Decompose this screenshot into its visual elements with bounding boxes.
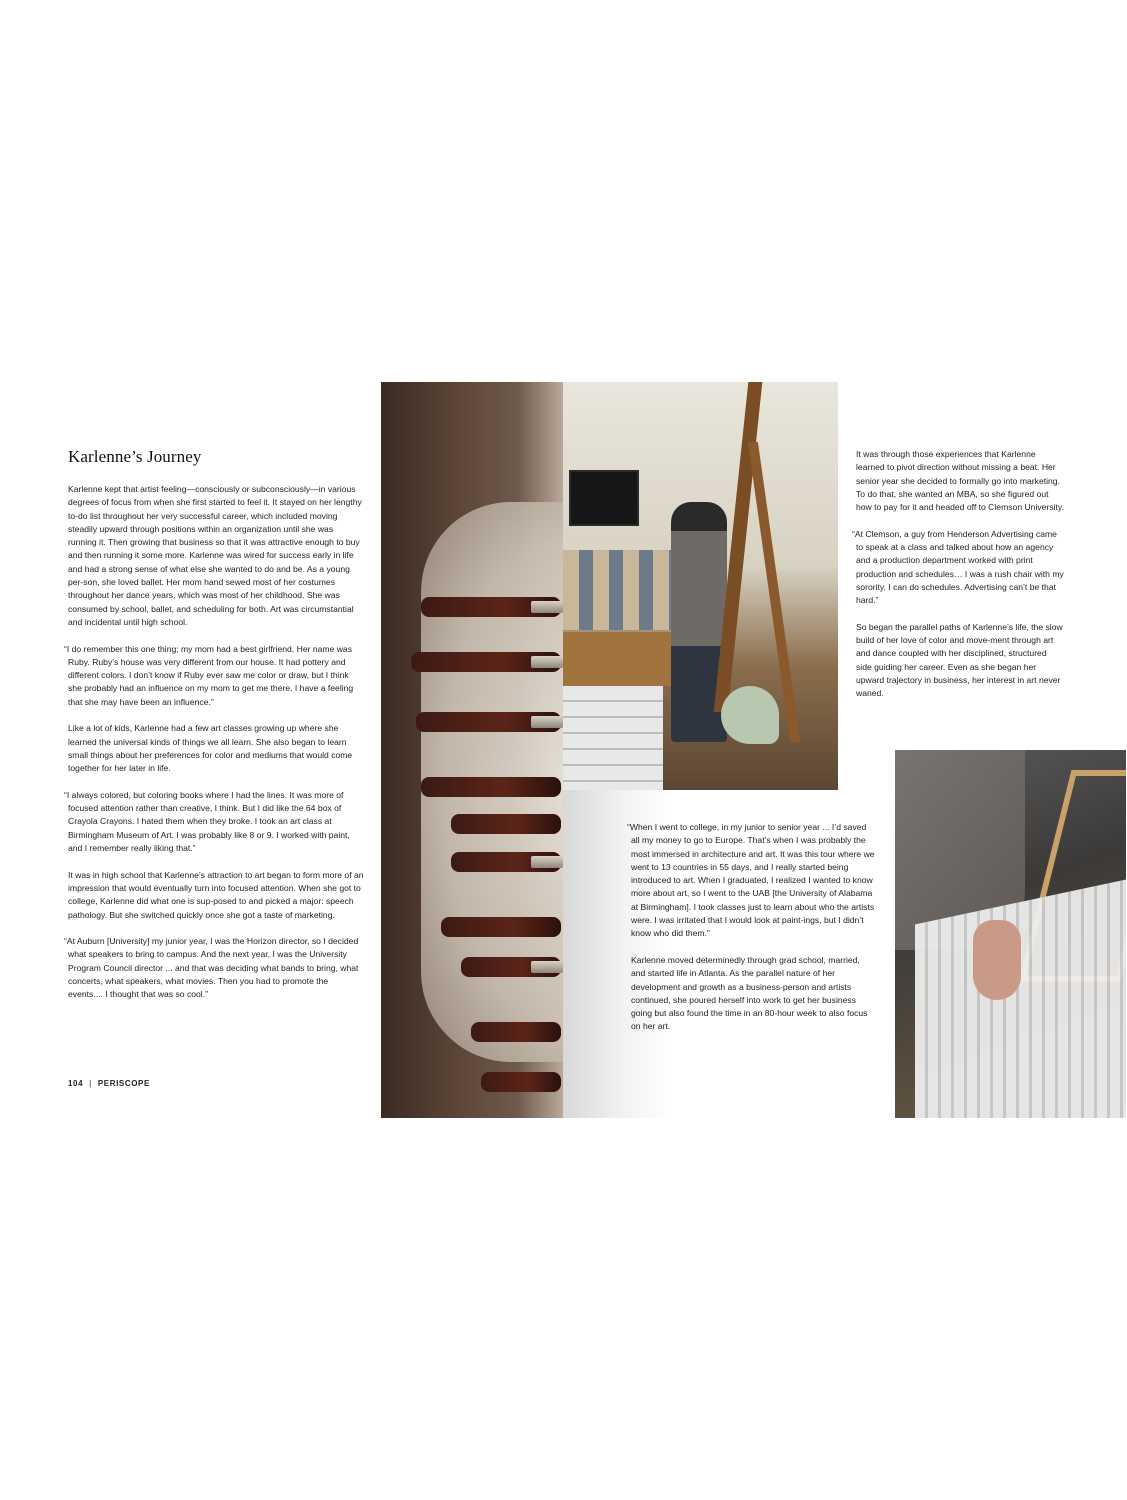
brush-handle — [421, 777, 561, 797]
hand — [973, 920, 1021, 1000]
footer-separator: | — [89, 1079, 92, 1088]
bookshelf — [563, 550, 671, 630]
paragraph: It was in high school that Karlenne’s attraction to art began to form more of an impression that would eventually turn into focused attention. When she got to college, Karlenne did what one is sup-posed to and picked a major: speech pathology. But she switched quickly once she got a taste of marketing. — [68, 869, 364, 920]
storage-drawers — [563, 686, 663, 790]
middle-text-column — [627, 821, 876, 1047]
brush-ferrule — [531, 656, 563, 668]
paragraph: It was through those experiences that Karlenne learned to pivot direction without missing a beat. Her senior year she decided to formally go into marketing. To do that, she wanted an MBA, so she figured out how to pay for it and headed off to Clemson University. — [856, 449, 1064, 513]
brush-ferrule — [531, 961, 563, 973]
studio-painting-photo — [563, 382, 838, 790]
brush-handle — [441, 917, 561, 937]
work-table — [563, 632, 673, 686]
art-supplies-drawer-photo — [895, 750, 1126, 1118]
brush-handle — [451, 814, 561, 834]
quote-paragraph: “When I went to college, in my junior to senior year ... I’d saved all my money to go to Europe. That’s when I was probably the most immersed in architecture and art. It was this tour where we went to 13 countries in 55 days, and I really started being introduced to art. When I graduated, I realized I wanted to know more about art, so I went to the UAB [the University of Alabama at Birmingham]. I took classes just to learn about who the artists were. I was irritated that I would look at paint-ings, but I didn’t know who did them.” — [627, 822, 875, 939]
article-title: Karlenne’s Journey — [68, 447, 202, 466]
paragraph: Like a lot of kids, Karlenne had a few art classes growing up where she learned the universal kinds of things we all learn. She also began to learn small things about her preferences for color and mediums that would come together for her later in life. — [68, 723, 353, 774]
brush-handle — [471, 1022, 561, 1042]
paragraph: Karlenne moved determinedly through grad school, married, and started life in Atlanta. As the parallel nature of her development and growth as a business-person and artists continued, she poured herself into work to get her business going but also found the time in an 80-hour week to also focus on her art. — [631, 954, 868, 1032]
paragraph: Karlenne kept that artist feeling—consciously or subconsciously—in various degrees of focus from when she first started to feel it. It stayed on her lengthy to-do list throughout her very successful career, which included moving steadily upward through positions within an organization until she was running it. Then growing that business so that it was attractive enough to buy and then running it some more. Karlenne was wired for success early in life and had a strong sense of what else she wanted to do and be. As a young per-son, she loved ballet. Her mom hand sewed most of her costumes throughout her dance years, which was most of her childhood. She was consumed by school, ballet, and scheduling for both. Art was circumstantial and incidental until high school. — [68, 484, 362, 627]
quote-paragraph: “At Auburn [University] my junior year, I was the Horizon director, so I decided what speakers to bring to campus. And the next year, I was the University Program Council director ... and that was deciding what bands to bring, what concerts, what speakers, what movies. Then you had to promote the events.... I thought that was so cool.” — [64, 936, 359, 1000]
paragraph: So began the parallel paths of Karlenne’s life, the slow build of her love of color and move-ment through art and dance coupled with her disciplined, structured side guiding her career. Even as she began her upward trajectory in business, her interest in art never waned. — [856, 621, 1063, 699]
brush-ferrule — [531, 716, 563, 728]
brush-handle — [481, 1072, 561, 1092]
page-number: 104 — [68, 1079, 84, 1088]
publication-name: PERISCOPE — [97, 1079, 150, 1088]
brush-ferrule — [531, 601, 563, 613]
desk-lamp — [721, 686, 779, 744]
quote-paragraph: “I always colored, but coloring books where I had the lines. It was more of focused attention rather than creative, I think. But I did like the 64 box of Crayola Crayons. I hated them when they broke. I took an art class at Birmingham Museum of Art. I was probably like 8 or 9. I worked with paint, and I remember really liking that.” — [64, 789, 350, 854]
right-text-column — [852, 448, 1064, 714]
brush-ferrule — [531, 856, 563, 868]
television — [569, 470, 639, 526]
paintbrushes-photo — [381, 382, 563, 1118]
quote-paragraph: “I do remember this one thing; my mom had a best girlfriend. Her name was Ruby. Ruby’s house was very different from our house. It had pottery and different colors. I don’t know if Ruby ever saw me color or draw, but I think she probably had an influence on my mom to get me there. I have a feeling that she may have been an influence.” — [64, 643, 354, 707]
quote-paragraph: “At Clemson, a guy from Henderson Advertising came to speak at a class and talked about how an agency and a production department worked with print production and schedules… I was a rush chair with my sorority. I can do schedules. Advertising can’t be that hard.” — [852, 528, 1064, 606]
left-text-column — [64, 483, 364, 1015]
page-footer — [68, 1079, 150, 1088]
